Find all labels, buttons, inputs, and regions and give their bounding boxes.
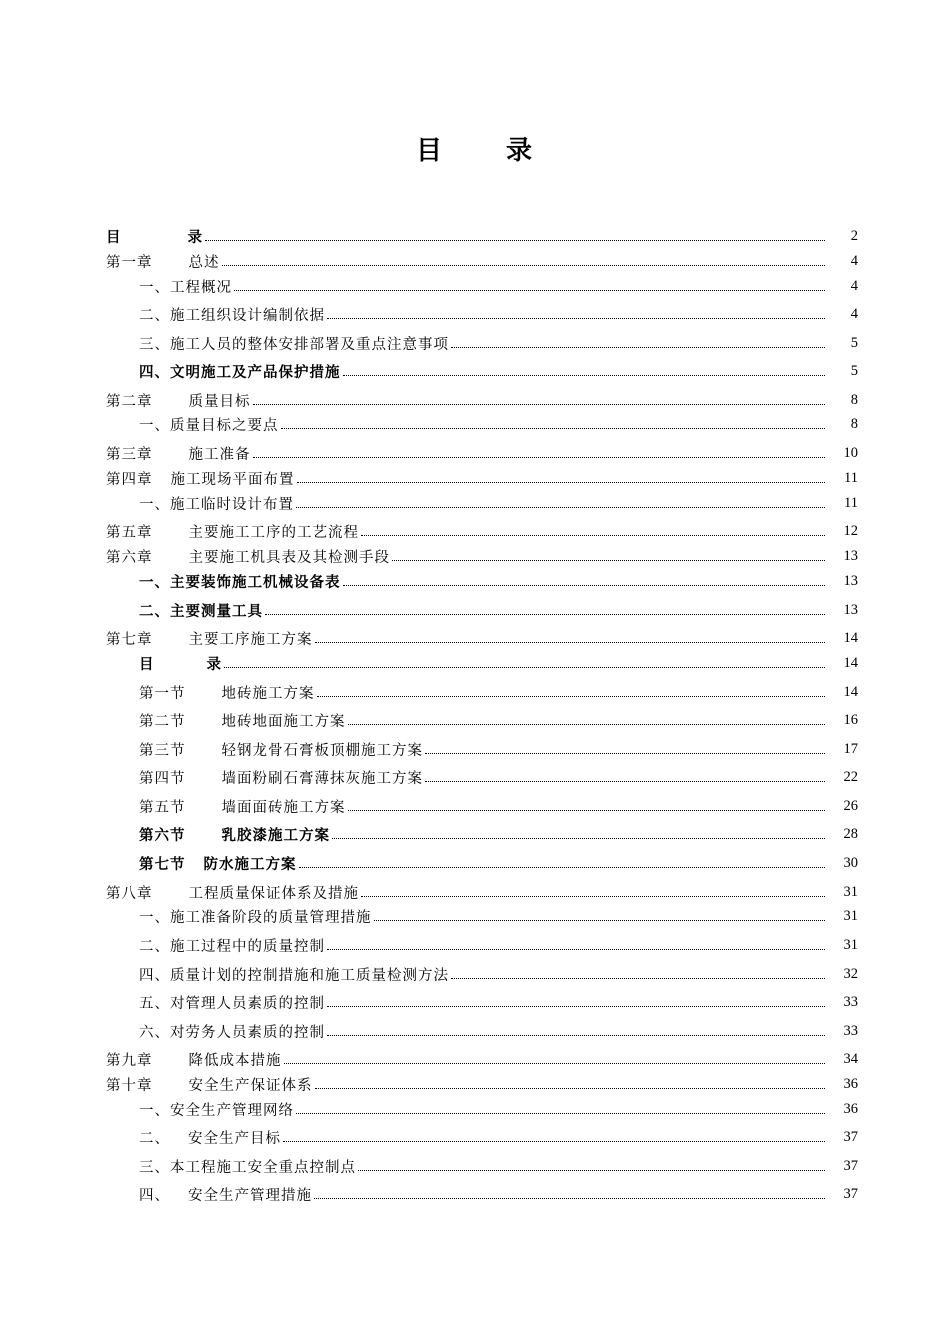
toc-entry-title	[139, 739, 423, 760]
toc-dot-leader	[451, 978, 825, 979]
toc-entry-title	[139, 992, 325, 1013]
toc-entry-number: 一、	[139, 417, 170, 434]
toc-entry-text: 对管理人员素质的控制	[170, 995, 325, 1012]
toc-page-number: 8	[850, 391, 858, 408]
toc-page-number: 13	[843, 572, 858, 589]
toc-entry-number: 六、	[139, 1024, 170, 1041]
toc-page-number: 33	[843, 1022, 858, 1039]
toc-page-number: 37	[843, 1157, 858, 1174]
toc-entry[interactable]	[106, 1155, 858, 1177]
toc-entry-title	[139, 414, 279, 435]
toc-entry-title	[106, 1049, 282, 1070]
toc-entry-number: 第二节	[139, 713, 186, 730]
toc-dot-leader	[361, 896, 825, 897]
toc-entry-number: 四、	[139, 364, 170, 381]
toc-entry-text: 乳胶漆施工方案	[221, 827, 330, 844]
toc-entry-text: 地砖施工方案	[221, 685, 315, 702]
toc-dot-leader	[224, 667, 825, 668]
toc-entry-title	[139, 1099, 294, 1120]
toc-page-number: 28	[843, 825, 858, 842]
toc-entry-title	[139, 964, 449, 985]
toc-entry-title	[106, 628, 313, 649]
toc-entry-title	[106, 251, 220, 272]
toc-entry[interactable]	[106, 599, 858, 621]
toc-entry-title	[139, 1184, 312, 1205]
toc-page-number: 4	[850, 277, 858, 294]
toc-entry-number: 三、	[139, 1159, 170, 1176]
toc-entry-title	[106, 443, 251, 464]
toc-dot-leader	[284, 1063, 826, 1064]
toc-page-number: 5	[850, 334, 858, 351]
toc-entry[interactable]	[106, 545, 858, 567]
toc-entry-title	[139, 767, 423, 788]
toc-dot-leader	[222, 265, 826, 266]
toc-entry[interactable]	[106, 1183, 858, 1205]
toc-page-number: 10	[843, 444, 858, 461]
toc-entry-text: 施工组织设计编制依据	[170, 307, 325, 324]
toc-entry[interactable]	[106, 442, 858, 464]
toc-dot-leader	[283, 1141, 825, 1142]
toc-entry-text: 主要工序施工方案	[188, 631, 313, 648]
toc-entry-text: 质量计划的控制措施和施工质量检测方法	[170, 967, 449, 984]
toc-dot-leader	[327, 318, 825, 319]
toc-dot-leader	[327, 949, 825, 950]
toc-entry-title	[106, 468, 295, 489]
toc-entry-title	[139, 493, 294, 514]
toc-entry-number: 目	[139, 656, 155, 673]
toc-entry-number: 第四章	[106, 471, 153, 488]
toc-dot-leader	[358, 1170, 825, 1171]
toc-entry[interactable]	[106, 492, 858, 514]
toc-entry-number: 二、	[139, 938, 170, 955]
toc-page-number: 37	[843, 1185, 858, 1202]
toc-entry-text: 施工现场平面布置	[170, 471, 295, 488]
toc-entry-title	[139, 571, 341, 592]
toc-page-number: 12	[843, 522, 858, 539]
toc-entry-text: 文明施工及产品保护措施	[170, 364, 341, 381]
toc-entry[interactable]	[106, 1126, 858, 1148]
toc-entry-text: 工程概况	[170, 279, 232, 296]
toc-entry-title	[106, 1074, 313, 1095]
toc-dot-leader	[361, 535, 825, 536]
toc-entry-text: 主要施工机具表及其检测手段	[188, 549, 390, 566]
toc-entry-text: 墙面面砖施工方案	[221, 799, 346, 816]
toc-entry-title	[139, 853, 297, 874]
toc-entry-title	[139, 682, 315, 703]
toc-entry[interactable]	[106, 991, 858, 1013]
toc-entry-text: 总述	[188, 254, 220, 271]
toc-entry-title	[139, 1156, 356, 1177]
toc-entry[interactable]	[106, 881, 858, 903]
toc-entry-number: 第一章	[106, 254, 153, 271]
toc-page-number: 14	[843, 654, 858, 671]
toc-entry-number: 二、	[139, 307, 170, 324]
toc-entry-number: 二、	[139, 603, 170, 620]
toc-page-number: 2	[850, 227, 858, 244]
toc-entry[interactable]	[106, 467, 858, 489]
toc-dot-leader	[205, 240, 825, 241]
toc-entry-number: 一、	[139, 496, 170, 513]
toc-entry-number: 四、	[139, 1187, 170, 1204]
toc-entry[interactable]	[106, 413, 858, 435]
toc-entry-title	[139, 361, 341, 382]
toc-dot-leader	[348, 810, 826, 811]
toc-page-number: 11	[844, 494, 858, 511]
toc-page-number: 34	[843, 1050, 858, 1067]
toc-entry-number: 四、	[139, 967, 170, 984]
toc-entry-text: 施工人员的整体安排部署及重点注意事项	[170, 336, 449, 353]
toc-page-number: 36	[843, 1100, 858, 1117]
toc-entry[interactable]	[106, 823, 858, 845]
toc-dot-leader	[425, 753, 825, 754]
toc-entry-number: 第五章	[106, 524, 153, 541]
toc-dot-leader	[296, 1113, 825, 1114]
toc-entry[interactable]	[106, 570, 858, 592]
toc-entry-text: 施工准备阶段的质量管理措施	[170, 909, 372, 926]
toc-entry-text: 录	[206, 656, 222, 673]
toc-entry-number: 第八章	[106, 885, 153, 902]
toc-entry[interactable]	[106, 681, 858, 703]
toc-entry-title	[139, 935, 325, 956]
toc-entry[interactable]	[106, 250, 858, 272]
toc-entry-number: 目	[106, 229, 122, 246]
toc-entry-number: 第六节	[139, 827, 186, 844]
toc-dot-leader	[315, 642, 826, 643]
toc-dot-leader	[296, 507, 825, 508]
toc-entry-text: 安全生产管理措施	[188, 1187, 312, 1204]
toc-entry-text: 主要测量工具	[170, 603, 263, 620]
toc-entry-text: 降低成本措施	[188, 1052, 282, 1069]
toc-entry[interactable]	[106, 1048, 858, 1070]
toc-page-number: 37	[843, 1128, 858, 1145]
toc-entry-number: 一、	[139, 574, 170, 591]
toc-entry-text: 施工准备	[188, 446, 251, 463]
toc-entry-number: 二、	[139, 1130, 170, 1147]
toc-entry-title	[139, 796, 346, 817]
toc-entry[interactable]	[106, 225, 858, 247]
toc-entry[interactable]	[106, 852, 858, 874]
toc-page-number: 32	[843, 965, 858, 982]
toc-entry-title	[139, 333, 449, 354]
title-char-right: 录	[506, 136, 535, 166]
toc-entry-text: 地砖地面施工方案	[221, 713, 346, 730]
toc-entry-text: 防水施工方案	[203, 856, 297, 873]
toc-dot-leader	[425, 781, 825, 782]
toc-entry-title	[139, 600, 263, 621]
toc-entry[interactable]	[106, 389, 858, 411]
toc-entry[interactable]	[106, 652, 858, 674]
toc-dot-leader	[451, 347, 825, 348]
toc-dot-leader	[265, 614, 825, 615]
toc-entry-number: 第四节	[139, 770, 186, 787]
toc-page-number: 13	[843, 601, 858, 618]
toc-page-number: 33	[843, 993, 858, 1010]
toc-entry-number: 一、	[139, 279, 170, 296]
toc-entry[interactable]	[106, 709, 858, 731]
toc-entry-title	[139, 824, 330, 845]
toc-dot-leader	[343, 375, 826, 376]
toc-page-number: 26	[843, 797, 858, 814]
toc-dot-leader	[234, 290, 825, 291]
toc-dot-leader	[343, 585, 826, 586]
toc-entry-number: 第三节	[139, 742, 186, 759]
toc-entry-title	[139, 1127, 281, 1148]
toc-entry-title	[106, 521, 359, 542]
toc-entry-number: 第二章	[106, 393, 153, 410]
toc-entry-title	[139, 1021, 325, 1042]
toc-page-number: 31	[843, 907, 858, 924]
toc-entry[interactable]	[106, 275, 858, 297]
toc-entry-text: 主要装饰施工机械设备表	[170, 574, 341, 591]
toc-entry-number: 第九章	[106, 1052, 153, 1069]
toc-entry-text: 施工过程中的质量控制	[170, 938, 325, 955]
toc-page-number: 13	[843, 547, 858, 564]
toc-entry[interactable]	[106, 963, 858, 985]
toc-entry-title	[139, 710, 346, 731]
toc-entry[interactable]	[106, 934, 858, 956]
toc-entry-title	[139, 276, 232, 297]
toc-entry-text: 质量目标	[188, 393, 251, 410]
toc-entry-text: 安全生产保证体系	[188, 1077, 313, 1094]
toc-page-number: 5	[850, 362, 858, 379]
toc-dot-leader	[317, 696, 826, 697]
toc-entry[interactable]	[106, 738, 858, 760]
toc-entry-text: 轻钢龙骨石膏板顶棚施工方案	[221, 742, 423, 759]
toc-entry[interactable]	[106, 360, 858, 382]
toc-entry-text: 墙面粉刷石膏薄抹灰施工方案	[221, 770, 423, 787]
toc-page-number: 14	[843, 629, 858, 646]
toc-entry[interactable]	[106, 1020, 858, 1042]
toc-dot-leader	[315, 1088, 826, 1089]
toc-entry-number: 第一节	[139, 685, 186, 702]
toc-entry[interactable]	[106, 795, 858, 817]
toc-entry-text: 施工临时设计布置	[170, 496, 294, 513]
toc-entry[interactable]	[106, 332, 858, 354]
toc-entry-title	[139, 653, 222, 674]
page-title	[0, 130, 950, 167]
toc-entry-number: 第七节	[139, 856, 186, 873]
toc-page-number: 16	[843, 711, 858, 728]
toc-entry[interactable]	[106, 627, 858, 649]
toc-entry-number: 一、	[139, 1102, 170, 1119]
toc-entry-number: 第五节	[139, 799, 186, 816]
toc-entry-number: 第七章	[106, 631, 153, 648]
toc-dot-leader	[314, 1198, 825, 1199]
toc-entry[interactable]	[106, 905, 858, 927]
toc-page-number: 31	[843, 936, 858, 953]
toc-dot-leader	[348, 724, 826, 725]
toc-entry-text: 对劳务人员素质的控制	[170, 1024, 325, 1041]
toc-entry-number: 三、	[139, 336, 170, 353]
toc-dot-leader	[299, 867, 826, 868]
toc-entry-text: 质量目标之要点	[170, 417, 279, 434]
toc-entry[interactable]	[106, 1098, 858, 1120]
toc-entry-title	[106, 390, 251, 411]
toc-dot-leader	[374, 920, 826, 921]
toc-dot-leader	[253, 457, 826, 458]
toc-dot-leader	[281, 428, 826, 429]
toc-page-number: 36	[843, 1075, 858, 1092]
toc-entry-title	[139, 906, 372, 927]
toc-dot-leader	[332, 838, 825, 839]
toc-page-number: 11	[844, 469, 858, 486]
toc-entry-text: 本工程施工安全重点控制点	[170, 1159, 356, 1176]
toc-entry[interactable]	[106, 1073, 858, 1095]
toc-entry-title	[106, 882, 359, 903]
toc-entry-number: 第三章	[106, 446, 153, 463]
toc-entry-title	[106, 226, 203, 247]
toc-page-number: 14	[843, 683, 858, 700]
toc-entry-text: 安全生产管理网络	[170, 1102, 294, 1119]
toc-dot-leader	[327, 1035, 825, 1036]
toc-entry[interactable]	[106, 766, 858, 788]
toc-entry[interactable]	[106, 520, 858, 542]
toc-entry-number: 第六章	[106, 549, 153, 566]
toc-page-number: 17	[843, 740, 858, 757]
toc-dot-leader	[392, 560, 825, 561]
toc-entry-title	[106, 546, 390, 567]
toc-entry-number: 一、	[139, 909, 170, 926]
toc-entry-number: 五、	[139, 995, 170, 1012]
toc-page-number: 8	[850, 415, 858, 432]
toc-entry[interactable]	[106, 303, 858, 325]
toc-entry-text: 主要施工工序的工艺流程	[188, 524, 359, 541]
toc-entry-text: 工程质量保证体系及措施	[188, 885, 359, 902]
toc-entry-title	[139, 304, 325, 325]
toc-entry-text: 录	[187, 229, 203, 246]
toc-page-number: 22	[843, 768, 858, 785]
toc-dot-leader	[253, 404, 826, 405]
toc-dot-leader	[297, 482, 826, 483]
toc-entry-number: 第十章	[106, 1077, 153, 1094]
toc-page-number: 30	[843, 854, 858, 871]
toc-page-number: 4	[850, 252, 858, 269]
toc-page-number: 4	[850, 305, 858, 322]
toc-dot-leader	[327, 1006, 825, 1007]
title-char-left: 目	[415, 136, 444, 166]
toc-page-number: 31	[843, 883, 858, 900]
toc-entry-text: 安全生产目标	[188, 1130, 281, 1147]
